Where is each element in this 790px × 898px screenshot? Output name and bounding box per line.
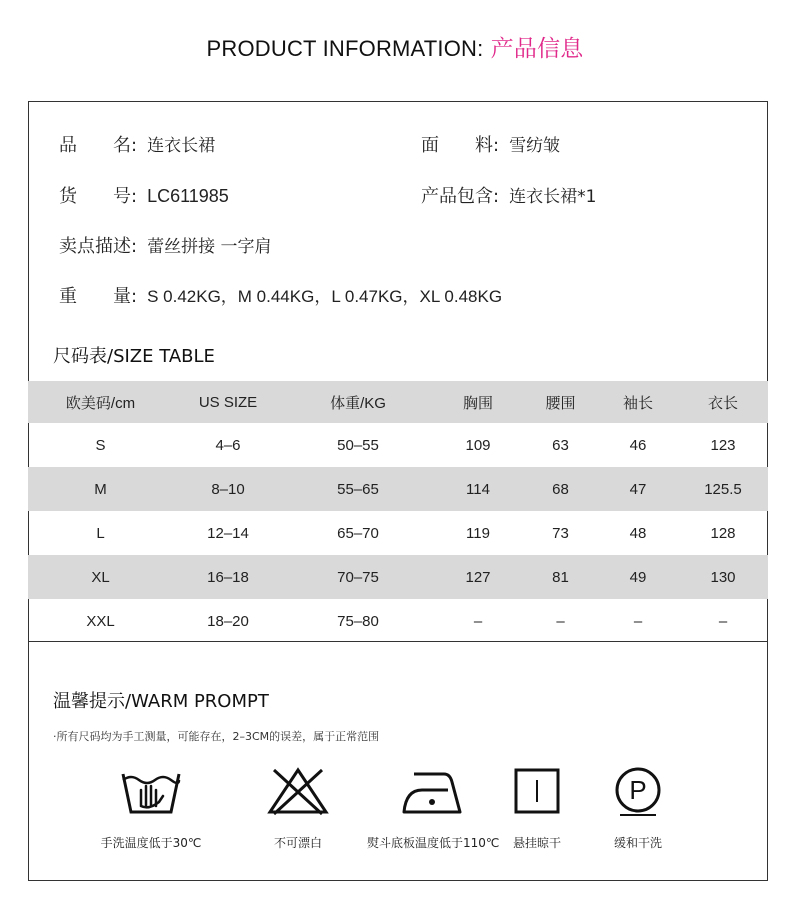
col-header-bust: 胸围 — [433, 381, 523, 423]
info-selling-label: 卖点描述: — [59, 236, 138, 257]
warm-prompt-title — [53, 687, 269, 713]
table-cell: 46 — [629, 436, 647, 454]
info-package — [421, 182, 596, 208]
warm-prompt-title-text: 温馨提示/WARM PROMPT — [53, 691, 269, 712]
table-cell: 127 — [433, 555, 523, 599]
table-cell: 47 — [598, 467, 678, 511]
size-table-header-row — [28, 381, 768, 423]
do-not-bleach-icon — [233, 766, 363, 816]
measurement-note: ·所有尺码均为手工测量，可能存在，2–3CM的误差，属于正常范围 — [53, 730, 380, 743]
table-cell: – — [633, 612, 643, 630]
table-cell: 70–75 — [283, 555, 433, 599]
info-weight — [59, 282, 502, 308]
table-cell: 123 — [710, 436, 736, 454]
table-row — [28, 467, 768, 511]
table-row — [28, 423, 768, 467]
table-cell: XXL — [86, 612, 115, 630]
info-sku-label: 货 号: — [59, 186, 138, 207]
col-header-us-size: US SIZE — [173, 381, 283, 423]
table-cell: 50–55 — [337, 436, 379, 454]
info-fabric-value: 雪纺皱 — [509, 136, 561, 156]
col-header-waist: 腰围 — [523, 381, 598, 423]
table-cell: 109 — [465, 436, 491, 454]
table-cell: 48 — [629, 524, 647, 542]
table-cell: 73 — [552, 524, 569, 542]
info-name-label: 品 名: — [59, 135, 138, 156]
table-cell: – — [556, 612, 565, 630]
svg-text:P: P — [629, 775, 647, 805]
table-cell: L — [96, 524, 105, 542]
table-cell: S — [95, 436, 106, 454]
care-no-bleach — [233, 766, 363, 851]
info-sku-value: LC611985 — [147, 186, 229, 206]
table-cell: 4–6 — [215, 436, 241, 454]
page-header — [0, 30, 790, 63]
info-name-value: 连衣长裙 — [147, 136, 216, 156]
info-name — [59, 131, 215, 157]
table-cell: – — [718, 612, 728, 630]
col-header-eu-size: 欧美码/cm — [28, 381, 173, 423]
care-no-bleach-label: 不可漂白 — [273, 836, 322, 850]
table-cell: 75–80 — [337, 612, 379, 630]
warm-prompt-panel — [28, 641, 768, 881]
table-cell: 125.5 — [678, 467, 768, 511]
info-fabric-label: 面 料: — [421, 135, 500, 156]
table-cell: 128 — [710, 524, 736, 542]
dry-clean-icon — [573, 766, 703, 816]
care-hand-wash-label: 手洗温度低于30℃ — [100, 836, 202, 850]
care-hang-dry-label: 悬挂晾干 — [512, 836, 561, 850]
info-fabric — [421, 131, 560, 157]
table-cell: 18–20 — [207, 612, 249, 630]
info-selling-value: 蕾丝拼接 一字肩 — [147, 237, 272, 257]
col-header-sleeve: 袖长 — [598, 381, 678, 423]
size-table-title — [53, 342, 215, 368]
table-cell: 63 — [552, 436, 569, 454]
info-package-label: 产品包含: — [421, 186, 500, 207]
header-title-en: PRODUCT INFORMATION: — [206, 36, 484, 61]
table-cell: 114 — [433, 467, 523, 511]
table-cell: 68 — [523, 467, 598, 511]
care-dry-clean-label: 缓和干洗 — [613, 836, 662, 850]
table-cell: XL — [28, 555, 173, 599]
table-cell: 8–10 — [173, 467, 283, 511]
col-header-weight: 体重/KG — [283, 381, 433, 423]
table-cell: M — [28, 467, 173, 511]
table-cell: 119 — [466, 524, 490, 542]
table-row — [28, 599, 768, 643]
info-weight-value: S 0.42KG，M 0.44KG，L 0.47KG，XL 0.48KG — [147, 287, 503, 306]
info-sku — [59, 182, 229, 208]
care-hand-wash — [86, 766, 216, 851]
table-cell: – — [473, 612, 483, 630]
table-cell: 130 — [678, 555, 768, 599]
table-row — [28, 511, 768, 555]
product-info-panel — [28, 101, 768, 642]
table-cell: 16–18 — [173, 555, 283, 599]
col-header-length: 衣长 — [678, 381, 768, 423]
size-table-title-text: 尺码表/SIZE TABLE — [53, 346, 215, 367]
header-title-cn: 产品信息 — [490, 36, 584, 62]
table-cell: 81 — [523, 555, 598, 599]
care-iron-label: 熨斗底板温度低于110℃ — [367, 836, 500, 850]
hand-wash-icon — [86, 766, 216, 816]
care-dry-clean — [573, 766, 703, 851]
table-row — [28, 555, 768, 599]
table-cell: 49 — [598, 555, 678, 599]
info-package-value: 连衣长裙*1 — [509, 187, 597, 207]
size-table — [28, 381, 768, 643]
info-weight-label: 重 量: — [59, 286, 138, 307]
info-selling-points — [59, 232, 271, 258]
table-cell: 65–70 — [337, 524, 379, 542]
table-cell: 55–65 — [283, 467, 433, 511]
table-cell: 12–14 — [207, 524, 249, 542]
